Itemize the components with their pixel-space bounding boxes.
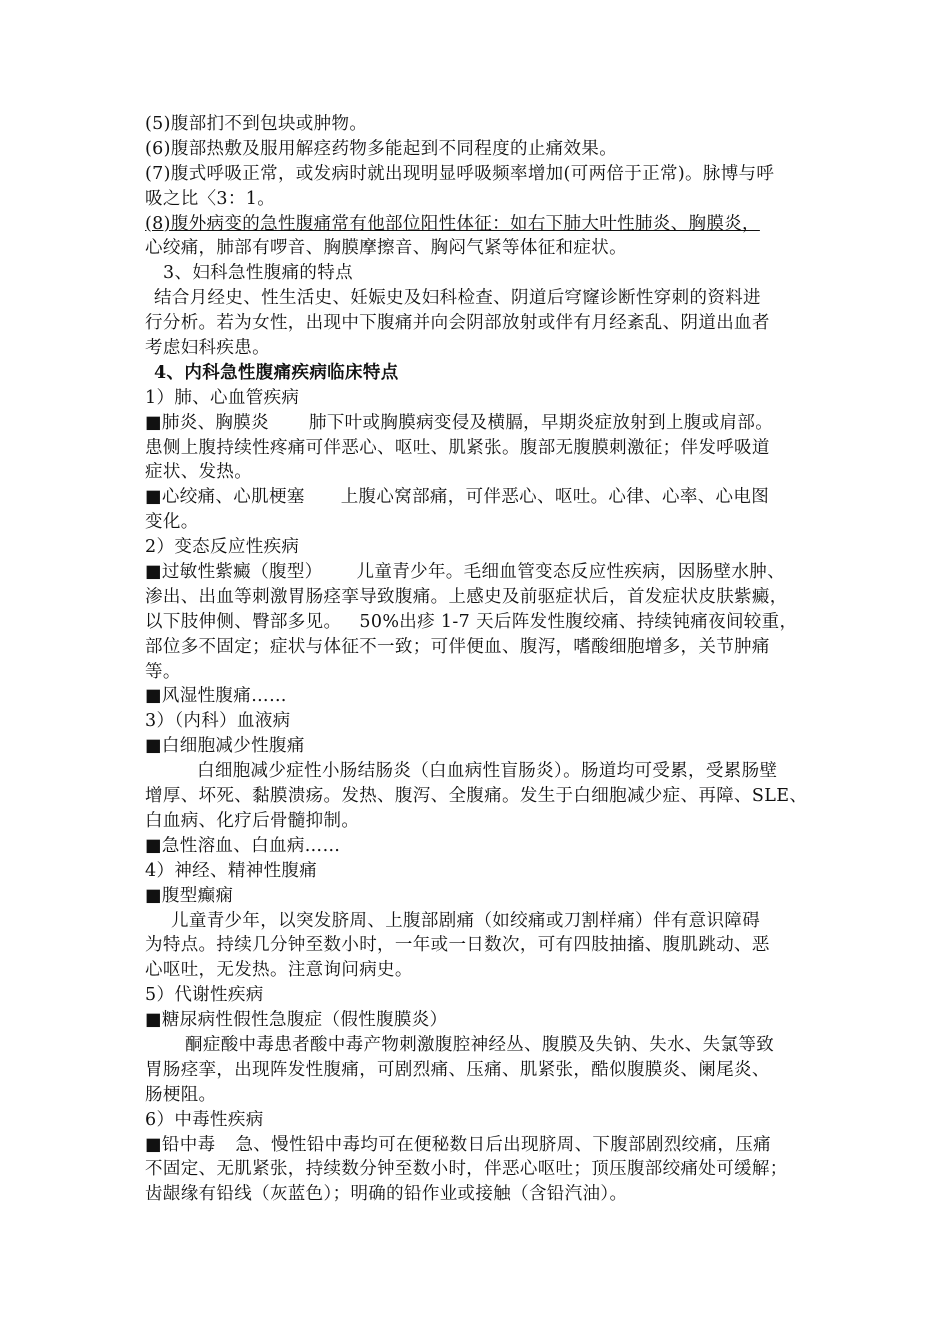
bullet-line	[145, 1133, 815, 1158]
bullet-term: ■过敏性紫癜（腹型）	[145, 562, 323, 583]
text-line: 渗出、出血等刺激胃肠痉挛导致腹痛。上感史及前驱症状后，首发症状皮肤紫癜，	[145, 586, 788, 607]
bullet-line: ■腹型癫痫	[145, 885, 234, 906]
subsection-heading: 6）中毒性疾病	[145, 1109, 264, 1130]
text-line: 行分析。若为女性，出现中下腹痛并向会阴部放射或伴有月经紊乱、阴道出血者	[145, 313, 770, 334]
text-line: 部位多不固定；症状与体征不一致；可伴便血、腹泻，嗜酸细胞增多，关节肿痛	[145, 636, 770, 657]
bullet-text: 急、慢性铅中毒均可在便秘数日后出现脐周、下腹部剧烈绞痛，压痛	[235, 1134, 771, 1155]
text-line: 不固定、无肌紧张，持续数分钟至数小时，伴恶心呕吐；顶压腹部绞痛处可缓解；	[145, 1159, 788, 1180]
text-line: 考虑妇科疾患。	[145, 338, 270, 359]
bullet-line	[145, 485, 815, 510]
text-line: 变化。	[145, 512, 199, 533]
bullet-line	[145, 411, 815, 436]
subsection-heading: 2）变态反应性疾病	[145, 537, 300, 558]
bullet-term: ■铅中毒	[145, 1134, 216, 1155]
text-line: 结合月经史、性生活史、妊娠史及妇科检查、阴道后穹窿诊断性穿刺的资料进	[154, 288, 761, 309]
section-heading: 4、内科急性腹痛疾病临床特点	[154, 362, 399, 383]
text-line	[145, 212, 815, 237]
text-line: (5)腹部扪不到包块或肿物。	[145, 114, 368, 134]
text-line: 患侧上腹持续性疼痛可伴恶心、呕吐、肌紧张。腹部无腹膜刺激征；伴发呼吸道	[145, 437, 770, 458]
text-line: 吸之比〈3：1。	[145, 188, 276, 209]
text-span: 50%出疹 1-7 天后阵发性腹绞痛、持续钝痛夜间较重，	[359, 611, 798, 632]
text-span: 以下肢伸侧、臀部多见。	[145, 611, 342, 632]
bullet-text: 儿童青少年。毛细血管变态反应性疾病，因肠壁水肿、	[356, 562, 785, 583]
section-heading: 3、妇科急性腹痛的特点	[163, 263, 353, 284]
bullet-line: ■糖尿病性假性急腹症（假性腹膜炎）	[145, 1010, 448, 1031]
bullet-text: 上腹心窝部痛，可伴恶心、呕吐。心律、心率、心电图	[340, 487, 770, 508]
bullet-line: ■白细胞减少性腹痛	[145, 736, 305, 757]
subsection-heading: 4）神经、精神性腹痛	[145, 860, 318, 881]
text-line: 白血病、化疗后骨髓抑制。	[145, 810, 360, 831]
subsection-heading: 5）代谢性疾病	[145, 985, 264, 1006]
text-line: 肠梗阻。	[145, 1084, 217, 1105]
document-page	[145, 112, 815, 1207]
bullet-line: ■急性溶血、白血病……	[145, 835, 341, 856]
text-line: 增厚、坏死、黏膜溃疡。发热、腹泻、全腹痛。发生于白细胞减少症、再障、SLE、	[145, 786, 808, 807]
bullet-line: ■风湿性腹痛……	[145, 686, 287, 707]
underlined-text: (8)腹外病变的急性腹痛常有他部位阳性体征：如右下肺大叶性肺炎、胸膜炎，	[145, 213, 760, 234]
text-line: 儿童青少年，以突发脐周、上腹部剧痛（如绞痛或刀割样痛）伴有意识障碍	[171, 910, 761, 931]
text-line: 症状、发热。	[145, 462, 253, 483]
text-line: 齿龈缘有铅线（灰蓝色）；明确的铅作业或接触（含铅汽油）。	[145, 1184, 628, 1205]
bullet-term: ■肺炎、胸膜炎	[145, 412, 269, 433]
subsection-heading: 3）（内科）血液病	[145, 711, 291, 732]
bullet-term: ■心绞痛、心肌梗塞	[145, 487, 305, 508]
text-line: 心绞痛，肺部有啰音、胸膜摩擦音、胸闷气紧等体征和症状。	[145, 238, 627, 259]
text-line: 酮症酸中毒患者酸中毒产物刺激腹腔神经丛、腹膜及失钠、失水、失氯等致	[185, 1034, 775, 1055]
text-line: 为特点。持续几分钟至数小时，一年或一日数次，可有四肢抽搐、腹肌跳动、恶	[145, 935, 770, 956]
text-line: 白细胞减少症性小肠结肠炎（白血病性盲肠炎）。肠道均可受累，受累肠壁	[197, 761, 778, 782]
text-line: (7)腹式呼吸正常，或发病时就出现明显呼吸频率增加(可两倍于正常)。脉博与呼	[145, 163, 775, 184]
subsection-heading: 1）肺、心血管疾病	[145, 387, 300, 408]
text-line: 等。	[145, 661, 181, 682]
text-line	[145, 610, 815, 635]
bullet-text: 肺下叶或胸膜病变侵及横膈，早期炎症放射到上腹或肩部。	[308, 412, 774, 433]
text-line: (6)腹部热敷及服用解痉药物多能起到不同程度的止痛效果。	[145, 138, 618, 159]
text-line: 胃肠痉挛，出现阵发性腹痛，可剧烈痛、压痛、肌紧张，酷似腹膜炎、阑尾炎、	[145, 1059, 770, 1080]
bullet-line	[145, 560, 815, 585]
text-line: 心呕吐，无发热。注意询问病史。	[145, 960, 413, 981]
